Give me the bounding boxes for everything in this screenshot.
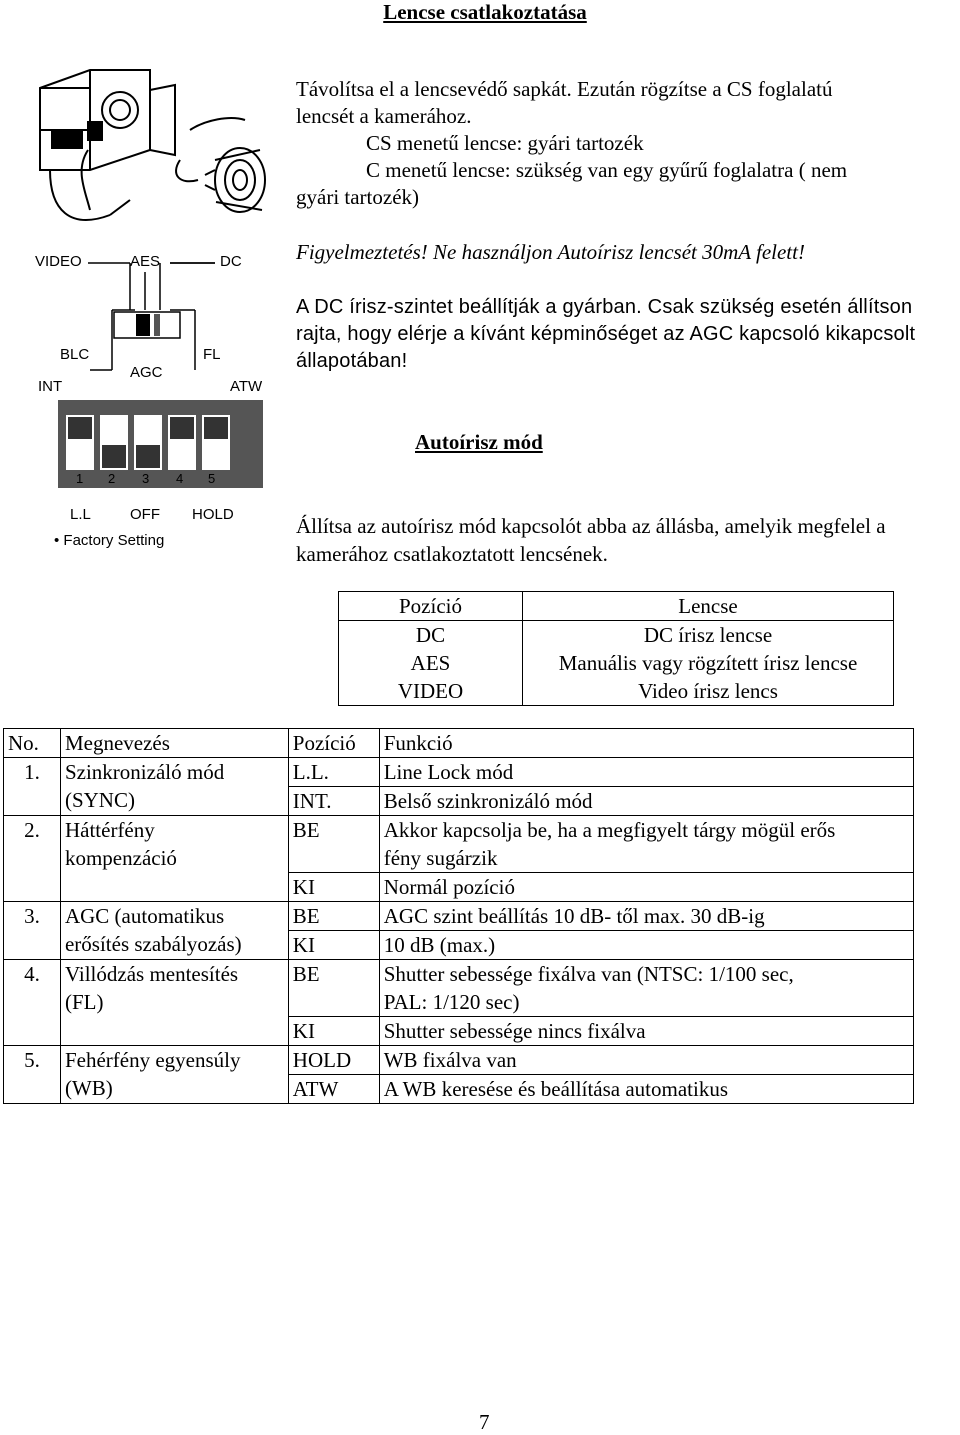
table-row [4, 902, 914, 931]
cell-line: Akkor kapcsolja be, ha a megfigyelt tárgy mögül erős [383, 818, 836, 842]
camera-lens-illustration [30, 60, 280, 250]
table-cell: Pozíció [339, 592, 523, 621]
table-cell: AES [339, 649, 523, 677]
autoiris-text [296, 512, 960, 568]
function-table [3, 728, 914, 1104]
page-number: 7 [479, 1410, 490, 1434]
table-row [339, 592, 894, 621]
label-switch-1: 1 [76, 471, 84, 486]
autoiris-heading: Autoírisz mód [415, 430, 543, 454]
table-cell: KI [288, 1017, 379, 1046]
table-cell: KI [288, 931, 379, 960]
intro-line-2: lencsét a kamerához. [296, 104, 472, 128]
table-row [4, 729, 914, 758]
position-table [338, 591, 894, 706]
label-video: VIDEO [35, 253, 82, 270]
table-cell: 10 dB (max.) [379, 931, 913, 960]
table-cell: A WB keresése és beállítása automatikus [379, 1075, 913, 1104]
cell-line: (FL) [64, 990, 104, 1014]
intro-line-4: C menetű lencse: szükség van egy gyűrű foglalatra ( nem [366, 158, 848, 182]
table-row [4, 960, 914, 1017]
dc-note-line-3: állapotában! [296, 350, 408, 372]
table-cell: Pozíció [288, 729, 379, 758]
table-row [339, 649, 894, 677]
cell-line: fény sugárzik [383, 846, 498, 870]
cell-line: AGC (automatikus [64, 904, 225, 928]
label-switch-2: 2 [108, 471, 116, 486]
table-cell [379, 960, 913, 1017]
table-cell: INT. [288, 787, 379, 816]
table-cell: DC [339, 621, 523, 650]
table-cell: No. [4, 729, 61, 758]
page-title: Lencse csatlakoztatása [383, 0, 587, 24]
label-int: INT [38, 378, 63, 395]
table-cell: 5. [4, 1046, 61, 1104]
table-row [4, 1046, 914, 1075]
table-cell: WB fixálva van [379, 1046, 913, 1075]
table-cell: 1. [4, 758, 61, 816]
table-cell: L.L. [288, 758, 379, 787]
autoiris-line-2: kamerához csatlakoztatott lencsének. [296, 542, 608, 566]
label-switch-4: 4 [176, 471, 184, 486]
warning-text: Figyelmeztetés! Ne használjon Autoírisz lencsét 30mA felett! [296, 240, 805, 264]
intro-line-1: Távolítsa el a lencsevédő sapkát. Ezután rögzítse a CS foglalatú [296, 77, 833, 101]
label-switch-5: 5 [208, 471, 216, 486]
cell-line: PAL: 1/120 sec) [383, 990, 520, 1014]
label-dc: DC [220, 253, 242, 270]
cell-line: kompenzáció [64, 846, 177, 870]
table-cell: HOLD [288, 1046, 379, 1075]
table-cell: DC írisz lencse [523, 621, 894, 650]
table-cell: Normál pozíció [379, 873, 913, 902]
table-cell: Line Lock mód [379, 758, 913, 787]
table-cell: Manuális vagy rögzített írisz lencse [523, 649, 894, 677]
table-cell: KI [288, 873, 379, 902]
intro-text [296, 76, 956, 211]
intro-line-3: CS menetű lencse: gyári tartozék [366, 131, 644, 155]
switch-diagram [30, 250, 280, 560]
table-cell: Video írisz lencs [523, 677, 894, 706]
dc-note-line-1: A DC írisz-szintet beállítják a gyárban. Csak szükség esetén állítson [296, 296, 913, 318]
label-fl: FL [203, 346, 221, 363]
table-cell: Shutter sebessége nincs fixálva [379, 1017, 913, 1046]
cell-line: (WB) [64, 1076, 113, 1100]
table-cell: BE [288, 902, 379, 931]
label-blc: BLC [60, 346, 90, 363]
cell-line: Szinkronizáló mód [64, 760, 225, 784]
table-row [339, 677, 894, 706]
table-cell [60, 758, 288, 816]
dc-note-line-2: rajta, hogy elérje a kívánt képminőséget az AGC kapcsoló kikapcsolt [296, 323, 916, 345]
table-cell [60, 816, 288, 902]
cell-line: Villódzás mentesítés [64, 962, 239, 986]
table-cell [60, 1046, 288, 1104]
table-row [4, 758, 914, 787]
table-cell: VIDEO [339, 677, 523, 706]
cell-line: erősítés szabályozás) [64, 932, 242, 956]
intro-line-5: gyári tartozék) [296, 185, 420, 209]
table-cell: Belső szinkronizáló mód [379, 787, 913, 816]
table-row [4, 816, 914, 873]
table-cell: 4. [4, 960, 61, 1046]
label-switch-3: 3 [142, 471, 150, 486]
table-cell: 2. [4, 816, 61, 902]
label-ll: L.L [70, 506, 91, 523]
table-cell: Megnevezés [60, 729, 288, 758]
table-cell: Lencse [523, 592, 894, 621]
table-cell [379, 816, 913, 873]
table-cell: BE [288, 960, 379, 1017]
table-cell [60, 960, 288, 1046]
table-cell: ATW [288, 1075, 379, 1104]
cell-line: Shutter sebessége fixálva van (NTSC: 1/100 sec, [383, 962, 794, 986]
label-hold: HOLD [192, 506, 234, 523]
table-cell: Funkció [379, 729, 913, 758]
label-off: OFF [130, 506, 160, 523]
cell-line: (SYNC) [64, 788, 135, 812]
label-factory-setting: • Factory Setting [54, 532, 165, 549]
table-cell [60, 902, 288, 960]
table-cell: 3. [4, 902, 61, 960]
table-row [339, 621, 894, 650]
label-atw: ATW [230, 378, 263, 395]
cell-line: Fehérfény egyensúly [64, 1048, 241, 1072]
dc-note [296, 294, 960, 375]
table-cell: BE [288, 816, 379, 873]
table-cell: AGC szint beállítás 10 dB- től max. 30 dB-ig [379, 902, 913, 931]
autoiris-line-1: Állítsa az autoírisz mód kapcsolót abba az állásba, amelyik megfelel a [296, 514, 886, 538]
label-agc: AGC [130, 364, 163, 381]
cell-line: Háttérfény [64, 818, 155, 842]
label-aes: AES [130, 253, 161, 270]
